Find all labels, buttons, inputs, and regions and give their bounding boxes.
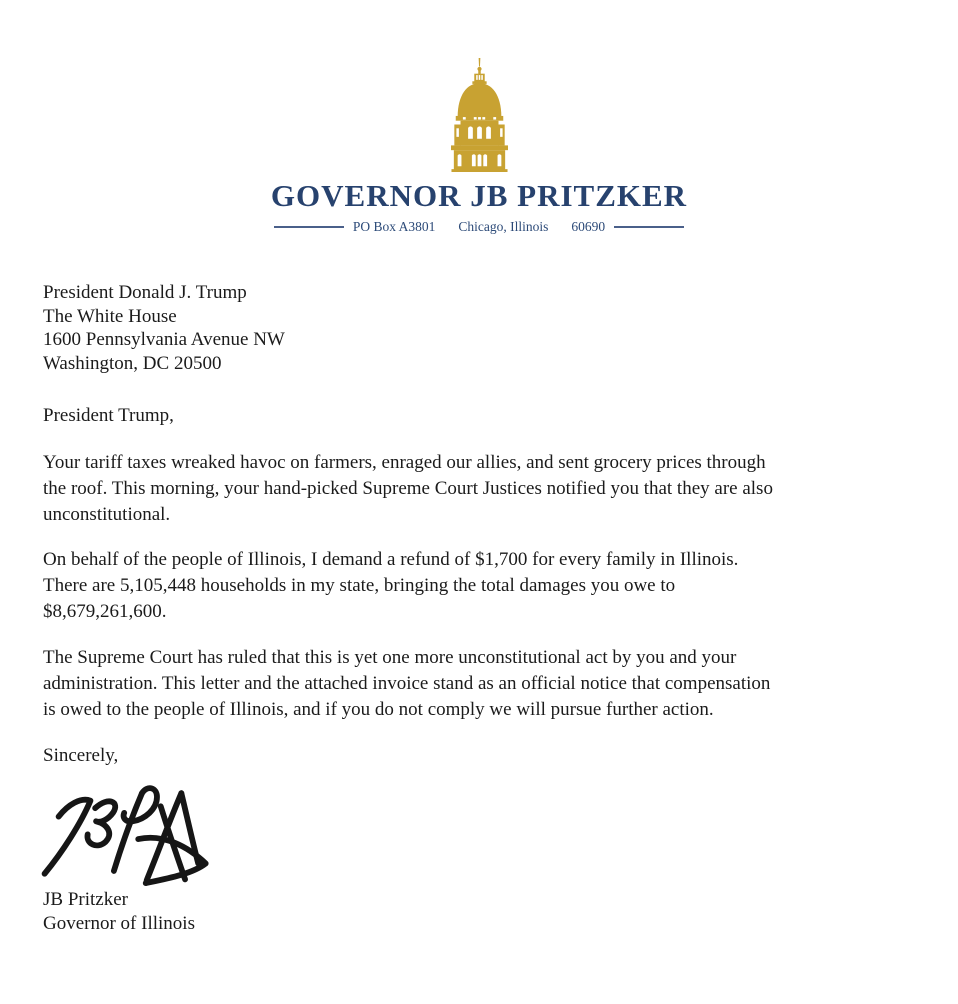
paragraph-line: unconstitutional. [43,504,171,525]
letterhead-po-box: PO Box A3801 [352,219,436,234]
paragraph-line: The Supreme Court has ruled that this is yet one more unconstitutional act by you and your [43,647,737,668]
paragraph-line: administration. This letter and the attached invoice stand as an official notice that compensation [43,673,771,694]
capitol-dome-icon [432,58,527,172]
signer-block [43,888,195,936]
paragraph-line: $8,679,261,600. [43,601,167,622]
salutation: President Trump, [43,405,174,426]
recipient-line: President Donald J. Trump [43,282,247,303]
paragraph-line: Your tariff taxes wreaked havoc on farmers, enraged our allies, and sent grocery prices through [43,452,766,473]
letterhead-rule-right [614,226,684,228]
paragraph-3 [43,645,770,723]
letterhead-rule-left [274,226,344,228]
signer-title: Governor of Illinois [43,913,195,934]
signature-image [38,778,216,888]
paragraph-line: is owed to the people of Illinois, and if you do not comply we will pursue further action. [43,699,714,720]
recipient-line: The White House [43,305,177,327]
recipient-line: 1600 Pennsylvania Avenue NW [43,329,285,350]
signer-name: JB Pritzker [43,889,128,910]
letterhead [0,58,958,235]
letterhead-name: GOVERNOR JB PRITZKER [270,178,688,213]
paragraph-2 [43,547,738,625]
paragraph-line: the roof. This morning, your hand-picked Supreme Court Justices notified you that they are also [43,478,773,499]
paragraph-1 [43,450,773,528]
letterhead-zip: 60690 [571,219,606,234]
recipient-address [43,281,285,375]
recipient-line: Washington, DC 20500 [43,352,222,374]
letterhead-address [274,219,684,235]
letterhead-city: Chicago, Illinois [458,219,549,234]
valediction: Sincerely, [43,745,119,766]
paragraph-line: There are 5,105,448 households in my state, bringing the total damages you owe to [43,575,676,596]
paragraph-line: On behalf of the people of Illinois, I demand a refund of $1,700 for every family in Illinois. [43,549,739,570]
